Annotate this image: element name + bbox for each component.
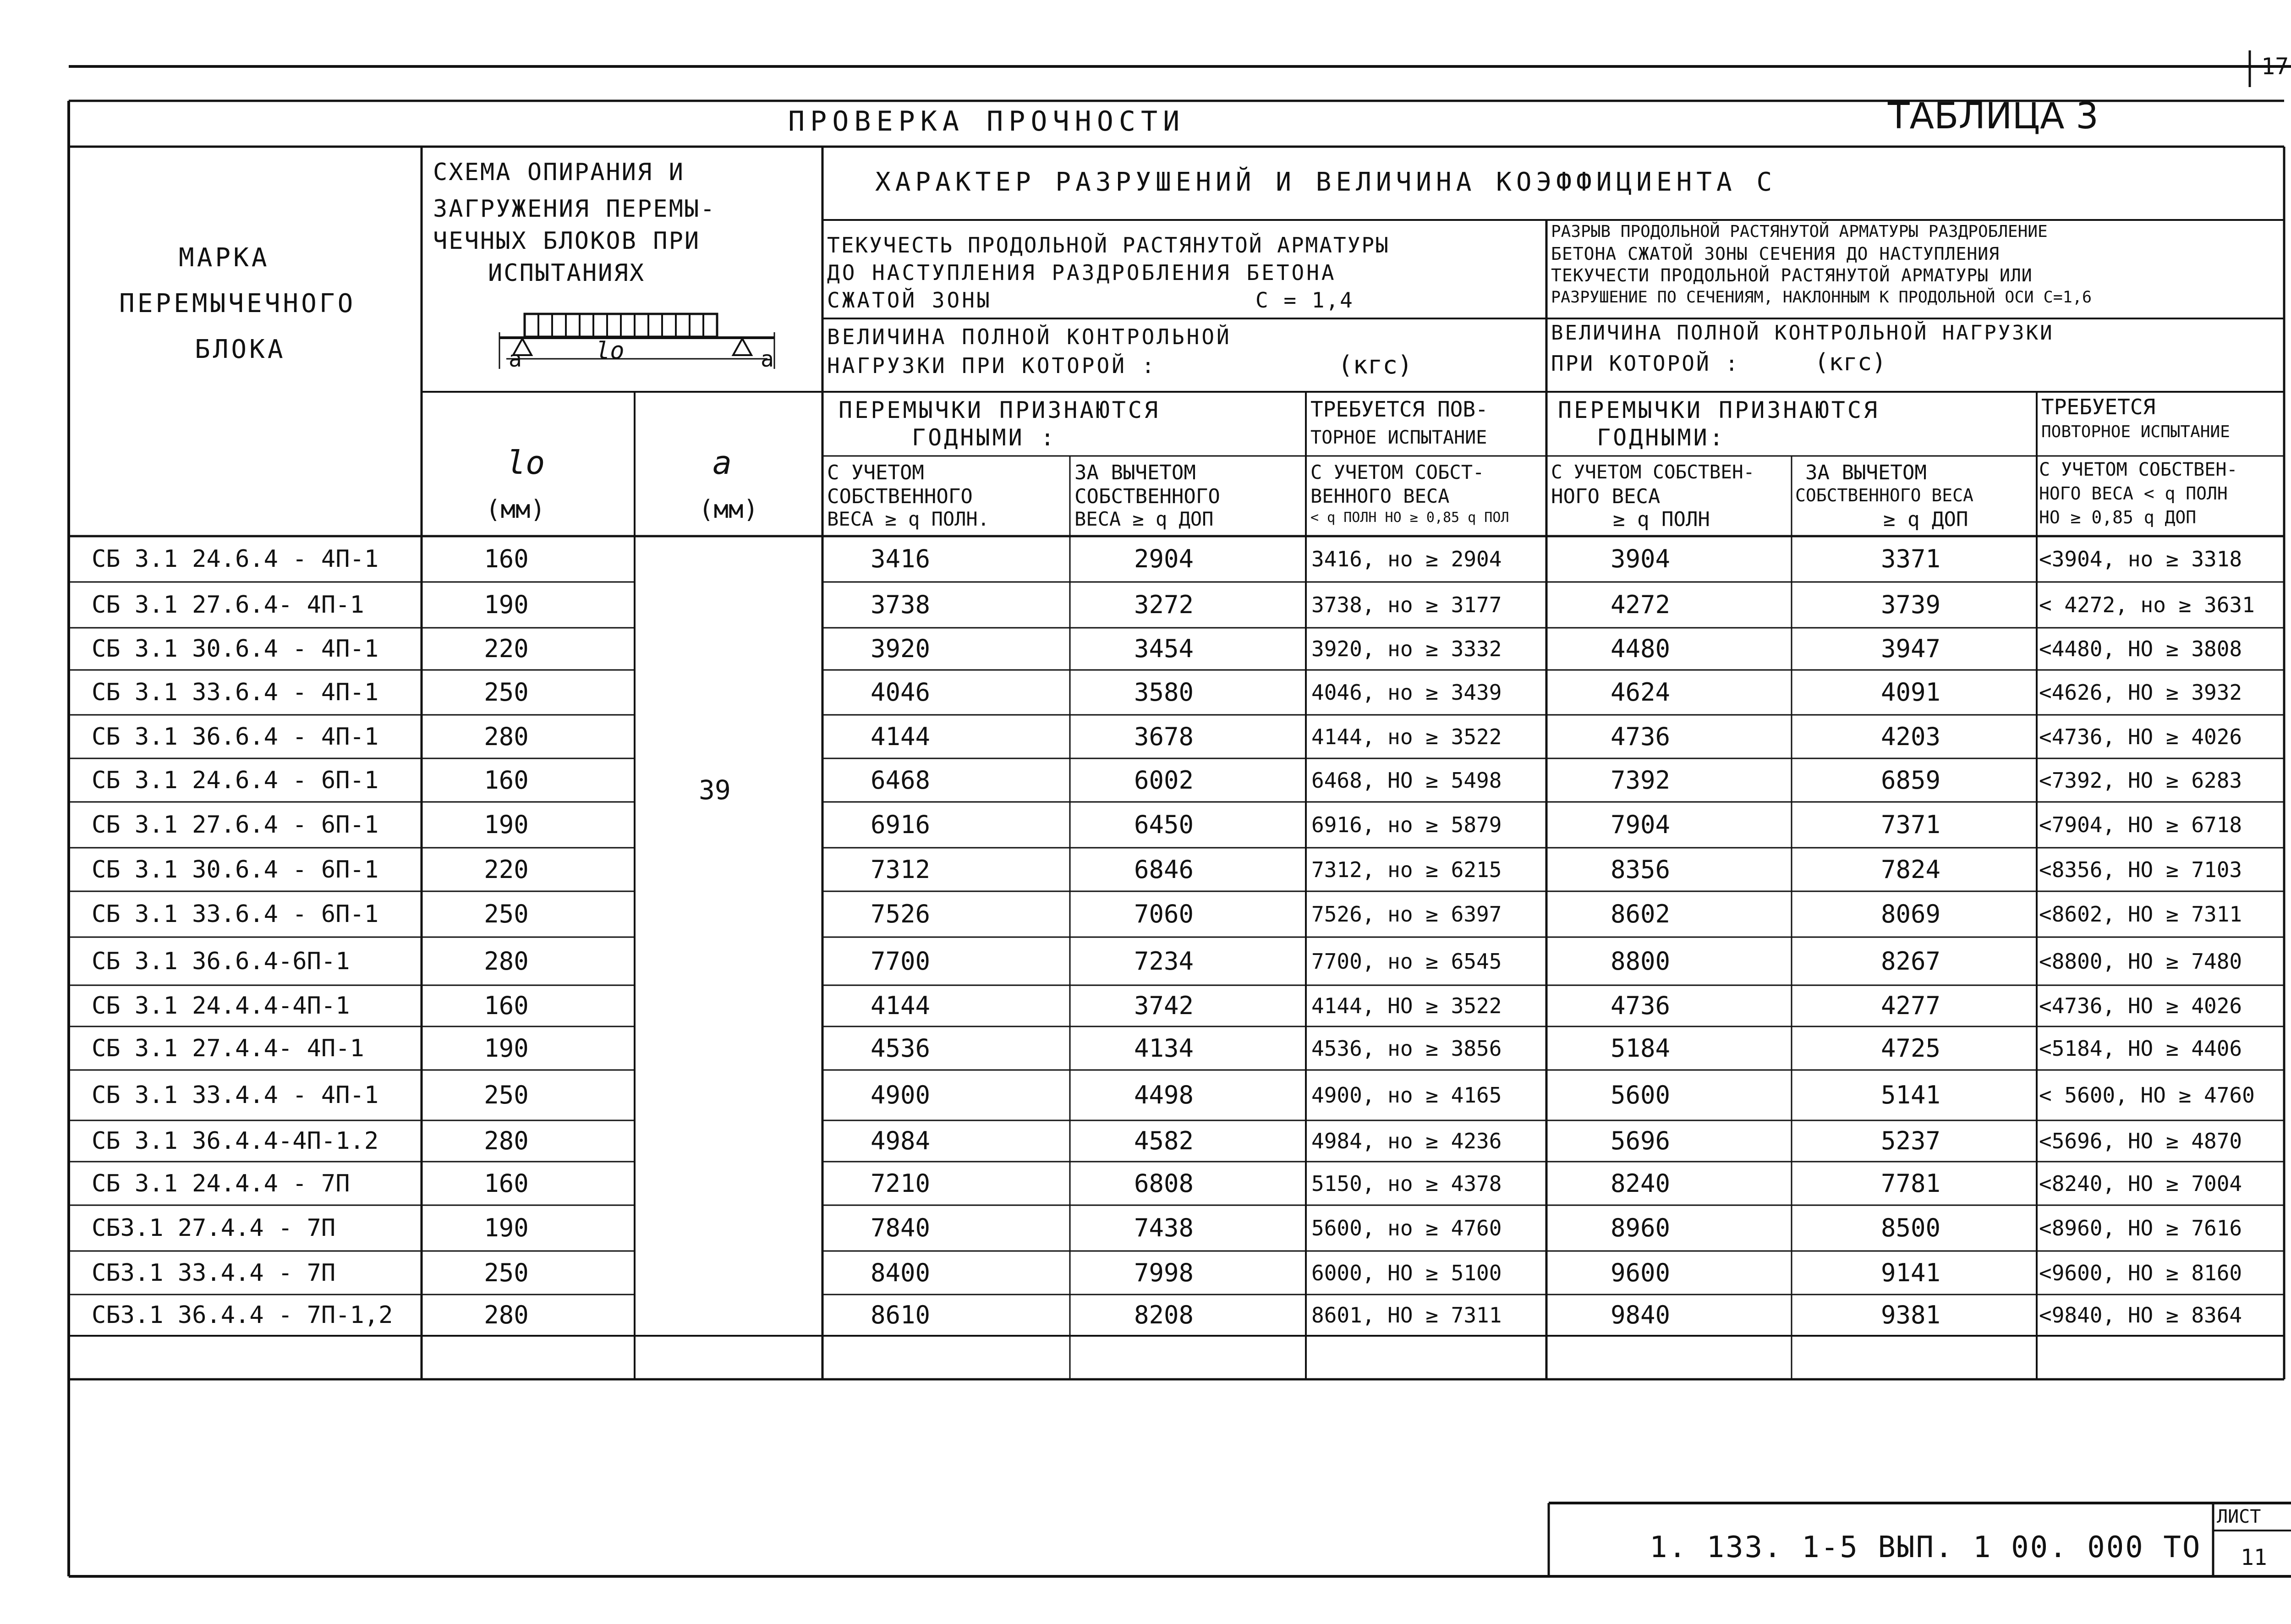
cell-mark: СБ 3.1 24.6.4 - 4П-1 <box>92 545 379 573</box>
cell-c2: 3678 <box>1134 722 1194 751</box>
cell-c6: <9600, НО ≥ 8160 <box>2039 1260 2242 1285</box>
cell-c1: 7526 <box>870 900 931 928</box>
cell-c4: 4736 <box>1610 991 1671 1020</box>
left-retest-1: ТРЕБУЕТСЯ ПОВ- <box>1310 397 1488 422</box>
cell-c5: 4203 <box>1880 722 1941 751</box>
cell-lo: 160 <box>484 544 529 573</box>
cell-c2: 4134 <box>1134 1033 1194 1063</box>
left-load-2: НАГРУЗКИ ПРИ КОТОРОЙ : <box>827 353 1157 378</box>
cell-mark: СБ3.1 33.4.4 - 7П <box>92 1259 336 1287</box>
right-retest-2: ПОВТОРНОЕ ИСПЫТАНИЕ <box>2041 422 2230 441</box>
mark-header-3: БЛОКА <box>195 335 286 364</box>
cell-mark: СБ 3.1 33.6.4 - 6П-1 <box>92 900 379 928</box>
cell-c3: 3416, но ≥ 2904 <box>1311 547 1502 571</box>
cell-c5: 4725 <box>1880 1033 1941 1063</box>
cell-c6: <7904, НО ≥ 6718 <box>2039 812 2242 837</box>
cell-c5: 5237 <box>1880 1126 1941 1155</box>
right-fit-2: ГОДНЫМИ: <box>1597 424 1726 451</box>
cell-lo: 220 <box>484 855 529 884</box>
cell-c2: 3272 <box>1134 590 1194 619</box>
cell-c3: 4144, НО ≥ 3522 <box>1311 993 1502 1018</box>
col-a-symbol: a <box>713 444 732 482</box>
right-retest-1: ТРЕБУЕТСЯ <box>2041 395 2156 419</box>
sub3-line3: < q ПОЛН НО ≥ 0,85 q ПОЛ <box>1310 510 1509 526</box>
cell-lo: 220 <box>484 634 529 663</box>
sub3-line2: ВЕННОГО ВЕСА <box>1310 485 1450 507</box>
cell-lo: 280 <box>484 946 529 976</box>
cell-c1: 4046 <box>870 678 931 707</box>
cell-lo: 160 <box>484 1169 529 1198</box>
cell-c6: <5696, НО ≥ 4870 <box>2039 1129 2242 1153</box>
cell-c2: 4582 <box>1134 1126 1194 1155</box>
cell-c4: 8602 <box>1610 900 1671 928</box>
sub5-line3: ≥ q ДОП <box>1883 508 1968 531</box>
cell-c4: 7904 <box>1610 810 1671 839</box>
cell-c1: 8400 <box>870 1258 931 1287</box>
cell-lo: 160 <box>484 765 529 795</box>
cell-lo: 280 <box>484 1126 529 1155</box>
page-title: ПРОВЕРКА ПРОЧНОСТИ <box>788 105 1185 137</box>
cell-c1: 3416 <box>870 544 931 573</box>
cell-c5: 6859 <box>1880 765 1941 795</box>
cell-c6: <7392, НО ≥ 6283 <box>2039 768 2242 793</box>
cell-c5: 3947 <box>1880 634 1941 663</box>
cell-c3: 8601, НО ≥ 7311 <box>1311 1303 1502 1328</box>
cell-c4: 8960 <box>1610 1213 1671 1242</box>
cell-c3: 5150, но ≥ 4378 <box>1311 1171 1502 1196</box>
sub6-line3: НО ≥ 0,85 q ДОП <box>2039 507 2197 527</box>
cell-mark: СБ 3.1 36.4.4-4П-1.2 <box>92 1127 379 1155</box>
cell-c5: 8267 <box>1880 946 1941 976</box>
cell-c2: 7060 <box>1134 900 1194 928</box>
cell-c3: 4046, но ≥ 3439 <box>1311 680 1502 705</box>
a-value: 39 <box>699 774 731 806</box>
cell-c6: <8240, НО ≥ 7004 <box>2039 1171 2242 1196</box>
sheet-label: ЛИСТ <box>2217 1506 2261 1527</box>
cell-c5: 4091 <box>1880 678 1941 707</box>
cell-c3: 6468, НО ≥ 5498 <box>1311 768 1502 793</box>
cell-lo: 190 <box>484 810 529 839</box>
cell-c2: 7998 <box>1134 1258 1194 1287</box>
left-fit-2: ГОДНЫМИ : <box>912 424 1057 451</box>
cell-mark: СБ 3.1 33.6.4 - 4П-1 <box>92 679 379 706</box>
cell-c3: 3738, но ≥ 3177 <box>1311 593 1502 617</box>
sheet-number-top: 17 <box>2261 53 2289 80</box>
cell-c4: 8800 <box>1610 946 1671 976</box>
cell-c3: 4144, но ≥ 3522 <box>1311 724 1502 749</box>
cell-c5: 5141 <box>1880 1081 1941 1109</box>
cell-lo: 280 <box>484 722 529 751</box>
cell-c6: <4480, НО ≥ 3808 <box>2039 636 2242 661</box>
cell-c2: 6846 <box>1134 855 1194 884</box>
cell-c3: 7312, но ≥ 6215 <box>1311 857 1502 882</box>
cell-c2: 6808 <box>1134 1169 1194 1198</box>
cell-c2: 6450 <box>1134 810 1194 839</box>
sub3-line1: С УЧЕТОМ СОБСТ- <box>1310 461 1485 483</box>
cell-c4: 8356 <box>1610 855 1671 884</box>
cell-c6: <4736, НО ≥ 4026 <box>2039 724 2242 749</box>
scheme-header-4: ИСПЫТАНИЯХ <box>488 259 646 287</box>
cell-mark: СБ 3.1 27.4.4- 4П-1 <box>92 1034 364 1062</box>
cell-c5: 3371 <box>1880 544 1941 573</box>
cell-c5: 3739 <box>1880 590 1941 619</box>
cell-mark: СБ 3.1 24.6.4 - 6П-1 <box>92 766 379 794</box>
sub2-line2: СОБСТВЕННОГО <box>1074 485 1220 508</box>
cell-c6: < 4272, но ≥ 3631 <box>2039 593 2255 617</box>
sub1-line1: С УЧЕТОМ <box>827 461 924 484</box>
cell-c5: 4277 <box>1880 991 1941 1020</box>
cell-c5: 9381 <box>1880 1300 1941 1329</box>
sub5-line1: ЗА ВЫЧЕТОМ <box>1805 461 1927 484</box>
right-group-3: ТЕКУЧЕСТИ ПРОДОЛЬНОЙ РАСТЯНУТОЙ АРМАТУРЫ ИЛИ <box>1551 265 2033 285</box>
cell-c6: <4736, НО ≥ 4026 <box>2039 993 2242 1018</box>
cell-c3: 6916, но ≥ 5879 <box>1311 812 1502 837</box>
mark-header-1: МАРКА <box>179 243 270 273</box>
cell-c1: 3738 <box>870 590 931 619</box>
cell-c3: 4984, но ≥ 4236 <box>1311 1129 1502 1153</box>
cell-lo: 250 <box>484 1258 529 1287</box>
sub2-line3: ВЕСА ≥ q ДОП <box>1074 508 1214 530</box>
col-lo-symbol: lo <box>506 444 545 482</box>
cell-c5: 8500 <box>1880 1213 1941 1242</box>
cell-c4: 9600 <box>1610 1258 1671 1287</box>
cell-c2: 2904 <box>1134 544 1194 573</box>
left-load-unit: (кгс) <box>1338 351 1413 379</box>
table-label: ТАБЛИЦА 3 <box>1888 96 2099 137</box>
col-lo-unit: (мм) <box>486 495 546 524</box>
cell-c4: 3904 <box>1610 544 1671 573</box>
cell-c3: 5600, но ≥ 4760 <box>1311 1216 1502 1240</box>
cell-lo: 280 <box>484 1300 529 1329</box>
cell-c1: 8610 <box>870 1300 931 1329</box>
cell-c5: 8069 <box>1880 900 1941 928</box>
cell-mark: СБ 3.1 30.6.4 - 4П-1 <box>92 635 379 663</box>
cell-c6: < 5600, НО ≥ 4760 <box>2039 1083 2255 1108</box>
cell-c4: 4624 <box>1610 678 1671 707</box>
sub6-line1: С УЧЕТОМ СОБСТВЕН- <box>2039 459 2238 480</box>
cell-c4: 5600 <box>1610 1081 1671 1109</box>
left-group-1: ТЕКУЧЕСТЬ ПРОДОЛЬНОЙ РАСТЯНУТОЙ АРМАТУРЫ <box>827 233 1390 258</box>
cell-mark: СБ 3.1 27.6.4 - 6П-1 <box>92 811 379 839</box>
cell-c5: 9141 <box>1880 1258 1941 1287</box>
cell-c1: 7210 <box>870 1169 931 1198</box>
cell-mark: СБ3.1 36.4.4 - 7П-1,2 <box>92 1301 393 1329</box>
cell-c5: 7824 <box>1880 855 1941 884</box>
sub4-line2: НОГО ВЕСА <box>1551 485 1661 508</box>
cell-c4: 8240 <box>1610 1169 1671 1198</box>
doc-code: 1. 133. 1-5 ВЫП. 1 00. 000 ТО <box>1650 1531 2202 1564</box>
cell-c5: 7781 <box>1880 1169 1941 1198</box>
left-load-1: ВЕЛИЧИНА ПОЛНОЙ КОНТРОЛЬНОЙ <box>827 324 1232 349</box>
mark-header-2: ПЕРЕМЫЧЕЧНОГО <box>119 289 356 318</box>
cell-c6: <8800, НО ≥ 7480 <box>2039 949 2242 974</box>
cell-c3: 7526, но ≥ 6397 <box>1311 902 1502 927</box>
scheme-header-2: ЗАГРУЖЕНИЯ ПЕРЕМЫ- <box>433 195 716 223</box>
cell-c1: 4900 <box>870 1081 931 1109</box>
main-header: ХАРАКТЕР РАЗРУШЕНИЙ И ВЕЛИЧИНА КОЭФФИЦИЕНТА С <box>875 167 1777 197</box>
sub4-line1: С УЧЕТОМ СОБСТВЕН- <box>1551 461 1755 483</box>
cell-c1: 6468 <box>870 765 931 795</box>
cell-lo: 160 <box>484 991 529 1020</box>
scheme-header-3: ЧЕЧНЫХ БЛОКОВ ПРИ <box>433 227 701 255</box>
cell-c3: 4536, но ≥ 3856 <box>1311 1036 1502 1061</box>
right-load-1: ВЕЛИЧИНА ПОЛНОЙ КОНТРОЛЬНОЙ НАГРУЗКИ <box>1551 321 2054 345</box>
cell-c1: 6916 <box>870 810 931 839</box>
cell-c1: 7840 <box>870 1213 931 1242</box>
cell-mark: СБ 3.1 30.6.4 - 6П-1 <box>92 856 379 883</box>
cell-c1: 4536 <box>870 1033 931 1063</box>
cell-c5: 7371 <box>1880 810 1941 839</box>
cell-lo: 250 <box>484 900 529 928</box>
cell-mark: СБ 3.1 36.6.4 - 4П-1 <box>92 723 379 751</box>
cell-lo: 250 <box>484 678 529 707</box>
cell-c3: 6000, НО ≥ 5100 <box>1311 1260 1502 1285</box>
cell-c6: <3904, но ≥ 3318 <box>2039 547 2242 571</box>
diagram-lo: lo <box>596 337 625 365</box>
cell-c6: <4626, НО ≥ 3932 <box>2039 680 2242 705</box>
cell-c2: 3580 <box>1134 678 1194 707</box>
cell-c2: 4498 <box>1134 1081 1194 1109</box>
cell-c4: 4272 <box>1610 590 1671 619</box>
cell-c2: 7438 <box>1134 1213 1194 1242</box>
right-group-1: РАЗРЫВ ПРОДОЛЬНОЙ РАСТЯНУТОЙ АРМАТУРЫ РАЗДРОБЛЕНИЕ <box>1551 222 2048 241</box>
cell-c1: 7312 <box>870 855 931 884</box>
sub4-line3: ≥ q ПОЛН <box>1613 508 1710 531</box>
cell-c4: 9840 <box>1610 1300 1671 1329</box>
cell-lo: 190 <box>484 1213 529 1242</box>
cell-c1: 4144 <box>870 722 931 751</box>
cell-c2: 7234 <box>1134 946 1194 976</box>
cell-mark: СБ 3.1 33.4.4 - 4П-1 <box>92 1081 379 1109</box>
left-group-coef: С = 1,4 <box>1255 288 1354 313</box>
cell-c3: 3920, но ≥ 3332 <box>1311 636 1502 661</box>
cell-c3: 4900, но ≥ 4165 <box>1311 1083 1502 1108</box>
cell-c6: <8356, НО ≥ 7103 <box>2039 857 2242 882</box>
cell-c1: 7700 <box>870 946 931 976</box>
cell-c6: <9840, НО ≥ 8364 <box>2039 1303 2242 1328</box>
cell-c4: 5184 <box>1610 1033 1671 1063</box>
cell-c6: <8960, НО ≥ 7616 <box>2039 1216 2242 1240</box>
sub1-line3: ВЕСА ≥ q ПОЛН. <box>827 508 990 530</box>
sheet-number: 11 <box>2241 1545 2267 1570</box>
cell-mark: СБ 3.1 24.4.4-4П-1 <box>92 992 350 1020</box>
cell-c1: 4144 <box>870 991 931 1020</box>
right-group-2: БЕТОНА СЖАТОЙ ЗОНЫ СЕЧЕНИЯ ДО НАСТУПЛЕНИЯ <box>1551 244 2000 264</box>
cell-c1: 4984 <box>870 1126 931 1155</box>
left-group-3: СЖАТОЙ ЗОНЫ <box>827 288 992 313</box>
right-load-unit: (кгс) <box>1814 349 1886 376</box>
left-retest-2: ТОРНОЕ ИСПЫТАНИЕ <box>1310 427 1487 448</box>
cell-c2: 3742 <box>1134 991 1194 1020</box>
left-group-2: ДО НАСТУПЛЕНИЯ РАЗДРОБЛЕНИЯ БЕТОНА <box>827 260 1337 285</box>
cell-lo: 190 <box>484 1033 529 1063</box>
diagram-a-right: a <box>761 346 774 372</box>
cell-c2: 3454 <box>1134 634 1194 663</box>
diagram-a-left: a <box>509 346 522 372</box>
cell-lo: 250 <box>484 1081 529 1109</box>
cell-mark: СБ 3.1 27.6.4- 4П-1 <box>92 591 364 619</box>
cell-c4: 4480 <box>1610 634 1671 663</box>
right-group-4: РАЗРУШЕНИЕ ПО СЕЧЕНИЯМ, НАКЛОННЫМ К ПРОДОЛЬНОЙ ОСИ С=1,6 <box>1551 288 2092 307</box>
cell-c6: <5184, НО ≥ 4406 <box>2039 1036 2242 1061</box>
sub6-line2: НОГО ВЕСА < q ПОЛН <box>2039 483 2228 504</box>
cell-c2: 6002 <box>1134 765 1194 795</box>
cell-c2: 8208 <box>1134 1300 1194 1329</box>
cell-lo: 190 <box>484 590 529 619</box>
cell-c4: 7392 <box>1610 765 1671 795</box>
sub2-line1: ЗА ВЫЧЕТОМ <box>1074 461 1196 484</box>
right-load-2: ПРИ КОТОРОЙ : <box>1551 351 1740 376</box>
cell-c6: <8602, НО ≥ 7311 <box>2039 902 2242 927</box>
cell-mark: СБ3.1 27.4.4 - 7П <box>92 1214 336 1242</box>
cell-c4: 4736 <box>1610 722 1671 751</box>
cell-c4: 5696 <box>1610 1126 1671 1155</box>
cell-c1: 3920 <box>870 634 931 663</box>
cell-c3: 7700, но ≥ 6545 <box>1311 949 1502 974</box>
left-fit-1: ПЕРЕМЫЧКИ ПРИЗНАЮТСЯ <box>839 397 1161 423</box>
cell-mark: СБ 3.1 24.4.4 - 7П <box>92 1169 350 1197</box>
right-fit-1: ПЕРЕМЫЧКИ ПРИЗНАЮТСЯ <box>1558 397 1880 423</box>
cell-mark: СБ 3.1 36.6.4-6П-1 <box>92 947 350 975</box>
sub1-line2: СОБСТВЕННОГО <box>827 485 973 508</box>
scheme-header-1: СХЕМА ОПИРАНИЯ И <box>433 159 685 186</box>
sub5-line2: СОБСТВЕННОГО ВЕСА <box>1795 485 1973 505</box>
col-a-unit: (мм) <box>699 495 759 524</box>
